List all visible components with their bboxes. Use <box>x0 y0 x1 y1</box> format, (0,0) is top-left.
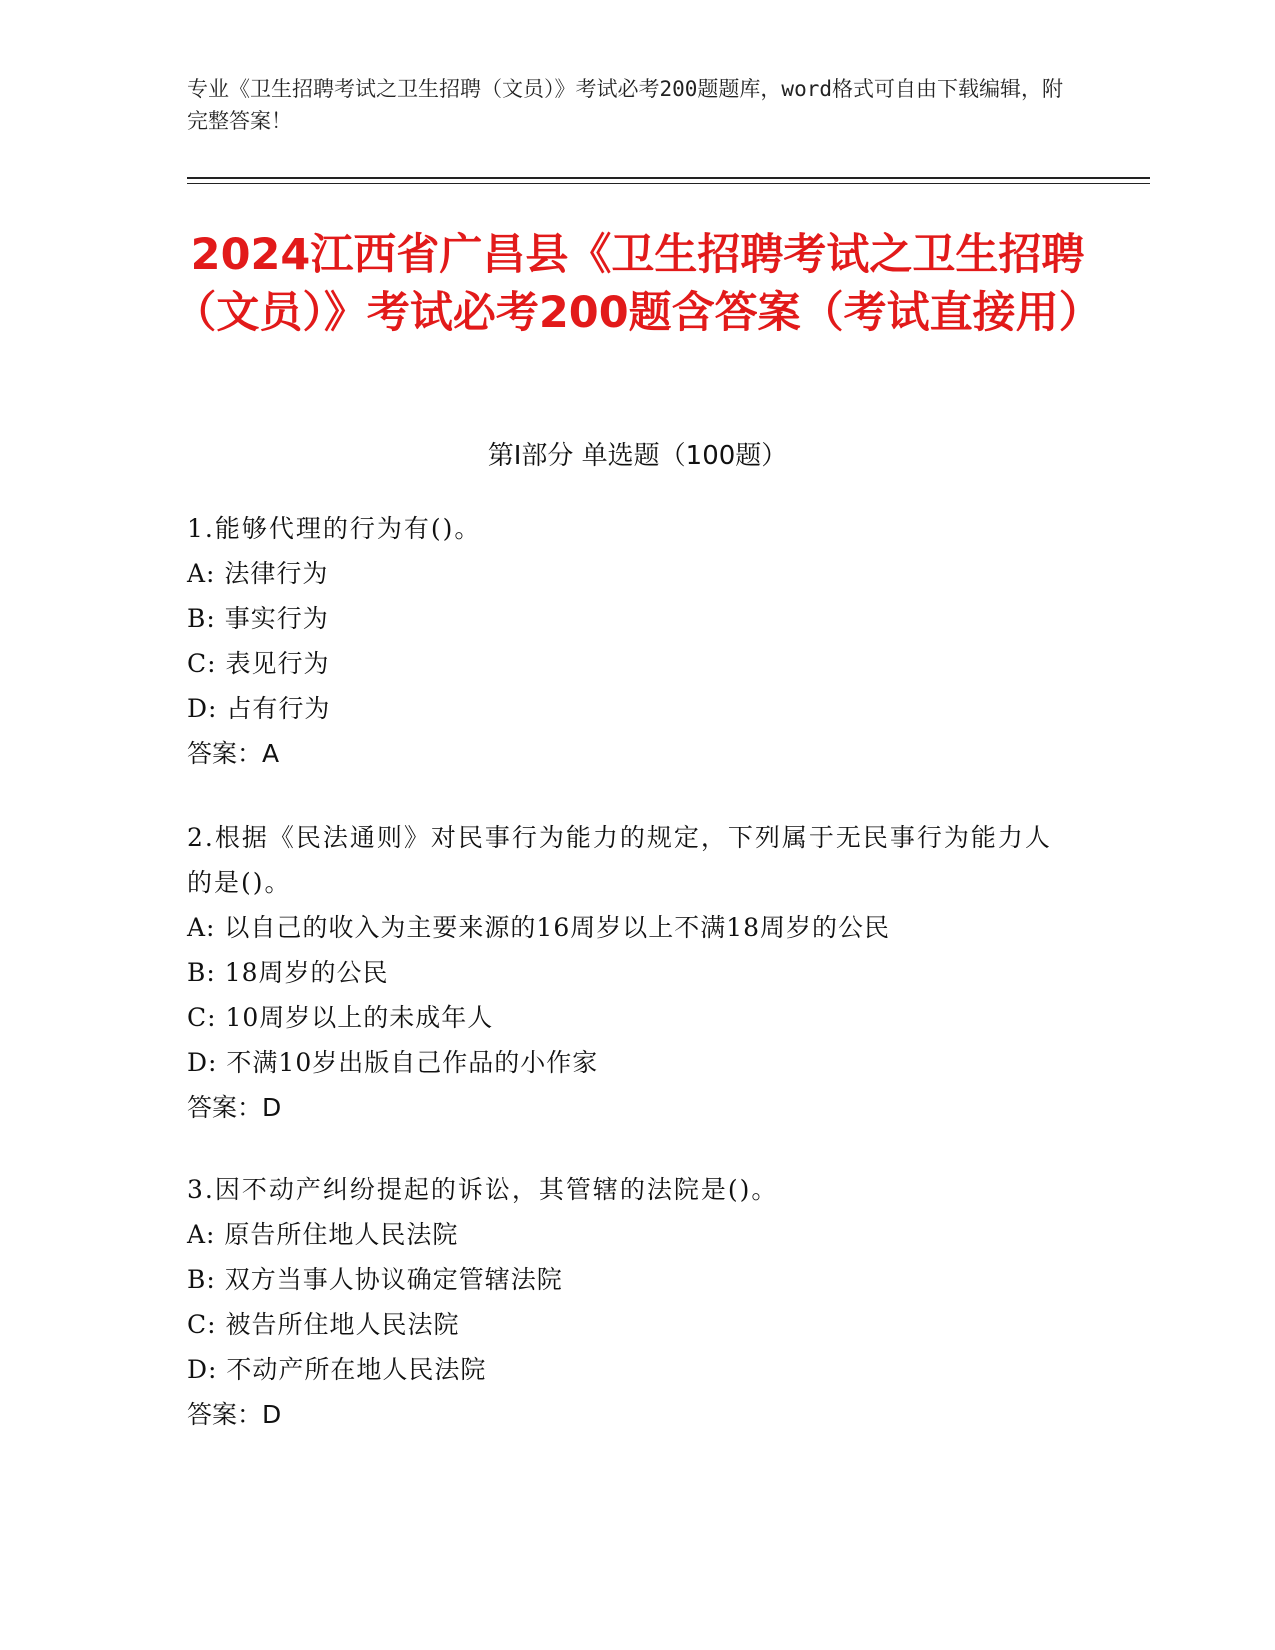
option-b: B: 事实行为 <box>187 604 329 633</box>
question-2 <box>187 815 1067 1130</box>
option-a: A: 原告所住地人民法院 <box>187 1220 459 1249</box>
section-heading: 第I部分 单选题（100题） <box>487 441 788 471</box>
answer: 答案：A <box>187 739 280 768</box>
option-a: A: 法律行为 <box>187 559 329 588</box>
question-stem: 2.根据《民法通则》对民事行为能力的规定，下列属于无民事行为能力人的是()。 <box>187 823 1052 897</box>
option-c: C: 表见行为 <box>187 649 330 678</box>
option-b: B: 18周岁的公民 <box>187 958 389 987</box>
question-1 <box>187 506 1067 776</box>
question-3 <box>187 1167 1067 1437</box>
option-d: D: 占有行为 <box>187 694 331 723</box>
option-b: B: 双方当事人协议确定管辖法院 <box>187 1265 563 1294</box>
answer: 答案：D <box>187 1400 282 1429</box>
question-stem: 3.因不动产纠纷提起的诉讼，其管辖的法院是()。 <box>187 1175 779 1204</box>
option-a: A: 以自己的收入为主要来源的16周岁以上不满18周岁的公民 <box>187 913 891 942</box>
option-c: C: 被告所住地人民法院 <box>187 1310 460 1339</box>
document-title: 2024江西省广昌县《卫生招聘考试之卫生招聘（文员）》考试必考200题含答案（考试直接用） <box>173 230 1102 338</box>
header-rule-thin <box>187 183 1150 184</box>
header-rule-thick <box>187 177 1150 179</box>
question-stem: 1.能够代理的行为有()。 <box>187 514 482 543</box>
option-d: D: 不动产所在地人民法院 <box>187 1355 487 1384</box>
option-d: D: 不满10岁出版自己作品的小作家 <box>187 1048 599 1077</box>
answer: 答案：D <box>187 1093 282 1122</box>
header-note: 专业《卫生招聘考试之卫生招聘（文员）》考试必考200题题库，word格式可自由下载编辑，附完整答案！ <box>187 77 1063 133</box>
option-c: C: 10周岁以上的未成年人 <box>187 1003 494 1032</box>
